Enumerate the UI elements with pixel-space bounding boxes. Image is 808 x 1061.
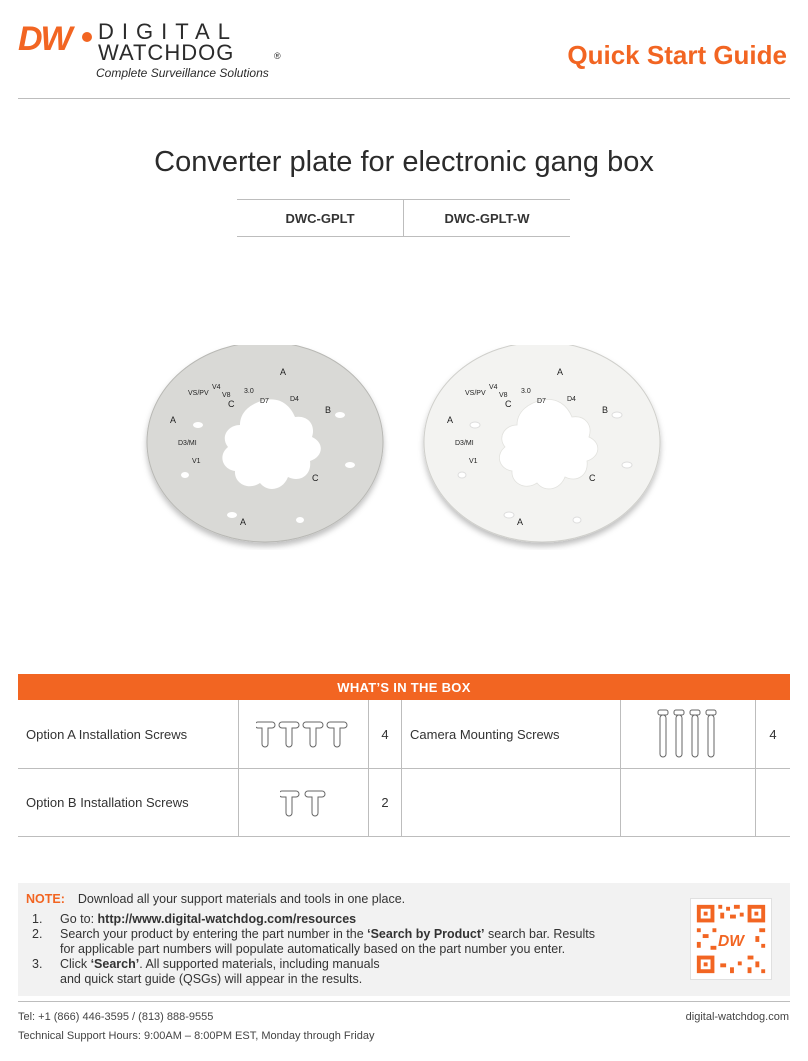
plate-label: C — [505, 399, 512, 409]
step-3 — [60, 957, 380, 971]
plate-label: C — [228, 399, 235, 409]
table-row — [18, 769, 790, 837]
support-note — [18, 883, 790, 996]
brand-logo — [18, 18, 288, 84]
plate-label: D3/MI — [178, 440, 197, 447]
plate-label: V1 — [192, 458, 201, 465]
step-3-prefix: Click — [60, 957, 91, 971]
step-2-continued: for applicable part numbers will populate automatically based on the part number you enter. — [60, 942, 566, 956]
plate-label: D7 — [537, 398, 546, 405]
plate-label: A — [170, 415, 177, 425]
screw-icon — [280, 788, 328, 818]
plate-label: V1 — [469, 458, 478, 465]
website-link[interactable]: digital-watchdog.com — [685, 1011, 789, 1023]
plate-label: D4 — [567, 396, 576, 403]
qr-code[interactable] — [690, 898, 772, 980]
plate-label: VS/PV — [465, 390, 486, 397]
plate-label: A — [447, 415, 454, 425]
plate-label: V4 — [212, 384, 221, 391]
empty-cell — [620, 769, 755, 836]
plate-label: B — [602, 405, 609, 415]
resources-link[interactable]: http://www.digital-watchdog.com/resources — [97, 912, 357, 926]
screw-slot — [573, 517, 581, 523]
plate-label: C — [589, 473, 596, 483]
item-name: Option B Installation Screws — [26, 795, 189, 810]
page-title: Converter plate for electronic gang box — [154, 146, 654, 178]
note-intro: Download all your support materials and tools in one place. — [77, 892, 406, 906]
screw-slot — [612, 412, 622, 418]
note-intro-line — [26, 892, 405, 906]
screw-slot — [470, 422, 480, 428]
guide-title: Quick Start Guide — [567, 40, 787, 70]
screw-slot — [504, 512, 514, 518]
plate-label: A — [557, 367, 564, 377]
logo-line-1: DIGITAL — [98, 19, 238, 44]
screw-slot — [296, 517, 304, 523]
screw-slot — [335, 412, 345, 418]
item-quantity — [755, 769, 790, 836]
step-2-prefix: Search your product by entering the part number in the — [60, 927, 368, 941]
step-3-continued: and quick start guide (QSGs) will appear in the results. — [60, 972, 363, 986]
long-screw-set-icon — [620, 700, 755, 768]
product-image — [140, 345, 670, 550]
item-quantity: 2 — [368, 769, 401, 836]
short-screw-pair-icon — [238, 769, 368, 836]
plate-label: D4 — [290, 396, 299, 403]
screw-slot — [193, 422, 203, 428]
step-2-suffix: search bar. Results — [484, 927, 595, 941]
plate-label: C — [312, 473, 319, 483]
support-phone: Tel: +1 (866) 446-3595 / (813) 888-9555 — [18, 1011, 214, 1023]
support-hours: Technical Support Hours: 9:00AM – 8:00PM EST, Monday through Friday — [18, 1030, 375, 1042]
step-1-prefix: Go to: — [60, 912, 98, 926]
footer-divider — [18, 1001, 790, 1002]
white-plate — [424, 345, 660, 542]
screw-icon — [656, 709, 720, 759]
plate-label: A — [240, 517, 247, 527]
logo-registered: ® — [274, 51, 281, 61]
plate-label: D7 — [260, 398, 269, 405]
logo-tagline: Complete Surveillance Solutions — [96, 66, 269, 80]
step-3-suffix: . All supported materials, including manuals — [139, 957, 380, 971]
plate-label: 3.0 — [521, 388, 531, 395]
short-screw-set-icon — [238, 700, 368, 768]
plate-label: B — [325, 405, 332, 415]
screw-slot — [227, 512, 237, 518]
plate-label: V4 — [489, 384, 498, 391]
box-table-heading: WHAT’S IN THE BOX — [18, 674, 790, 700]
step-2 — [60, 927, 595, 941]
plate-label: VS/PV — [188, 390, 209, 397]
step-1 — [60, 912, 356, 926]
item-name: Option A Installation Screws — [26, 726, 188, 742]
logo-line-2: WATCHDOG — [98, 40, 235, 65]
qr-logo: DW — [718, 932, 744, 950]
step-2-bold: ‘Search by Product’ — [367, 927, 485, 941]
whats-in-the-box-table — [18, 674, 790, 837]
step-number: 1. — [32, 912, 43, 926]
step-3-bold: ‘Search’ — [90, 957, 140, 971]
plate-label: 3.0 — [244, 388, 254, 395]
plate-label: D3/MI — [455, 440, 474, 447]
plate-label: V8 — [499, 392, 508, 399]
plate-label: A — [517, 517, 524, 527]
screw-slot — [345, 462, 355, 468]
note-label: NOTE: — [26, 892, 65, 906]
screw-icon — [256, 719, 352, 749]
table-row — [18, 700, 790, 769]
logo-dot — [82, 32, 92, 42]
item-name: Camera Mounting Screws — [401, 700, 620, 768]
step-number: 2. — [32, 927, 43, 941]
screw-slot — [622, 462, 632, 468]
model-number: DWC-GPLT — [285, 210, 355, 226]
item-quantity: 4 — [755, 700, 790, 768]
model-table — [237, 199, 570, 237]
item-name — [401, 769, 620, 836]
plate-label: V8 — [222, 392, 231, 399]
screw-slot — [458, 472, 466, 478]
item-quantity: 4 — [368, 700, 401, 768]
gray-plate — [147, 345, 383, 542]
screw-slot — [181, 472, 189, 478]
step-number: 3. — [32, 957, 43, 971]
model-number: DWC-GPLT-W — [403, 200, 570, 236]
header-divider — [18, 98, 790, 99]
logo-mark: DW — [18, 20, 71, 58]
plate-label: A — [280, 367, 287, 377]
